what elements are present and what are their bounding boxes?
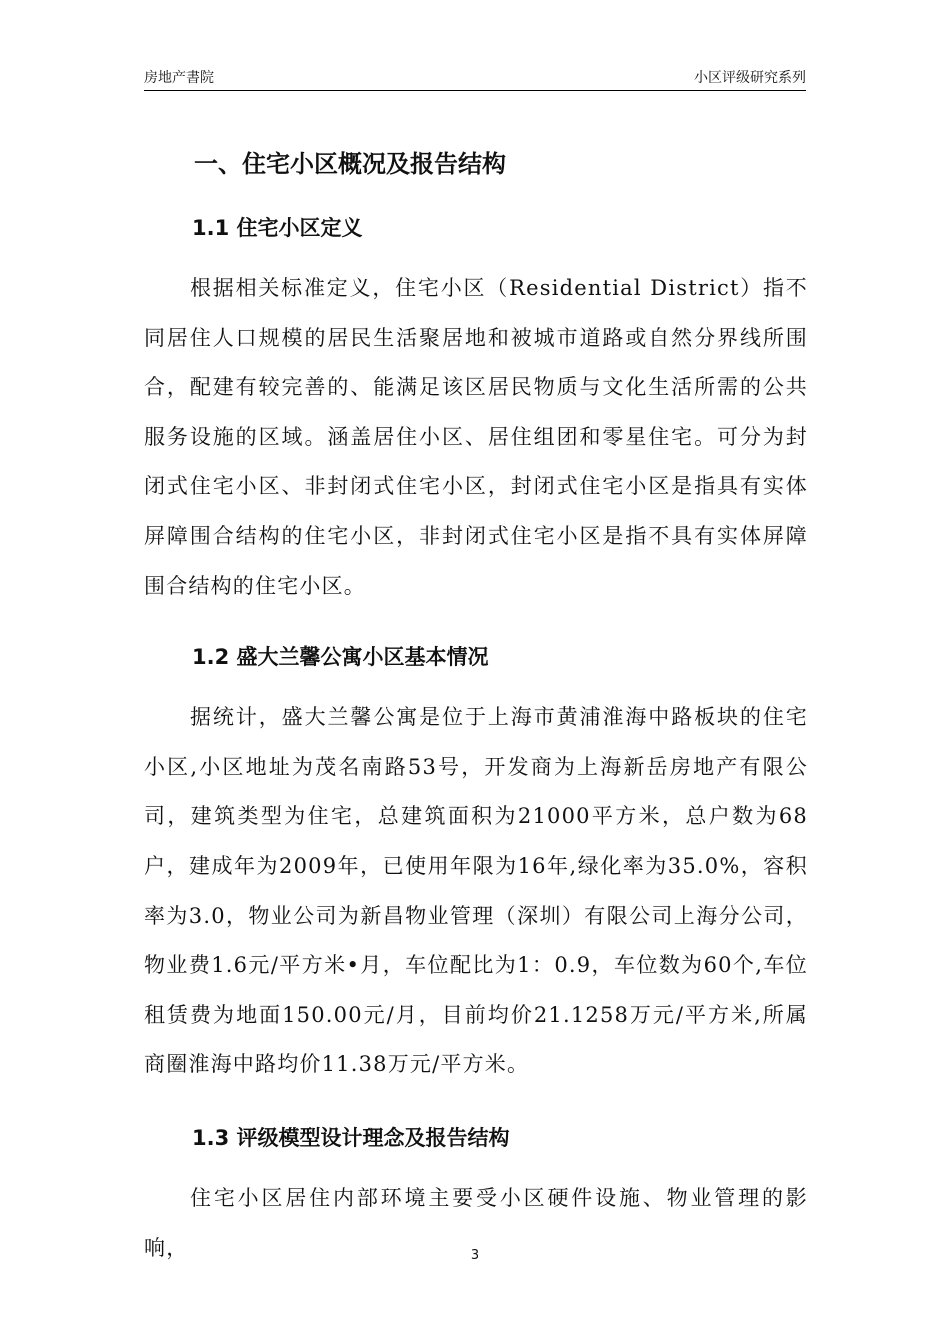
paragraph-model-design: 住宅小区居住内部环境主要受小区硬件设施、物业管理的影响， [144, 1185, 808, 1260]
page-number: 3 [470, 1248, 480, 1263]
paragraph-definition: 根据相关标准定义，住宅小区（Residential District）指不同居住人口规模的居民生活聚居地和被城市道路或自然分界线所围合，配建有较完善的、能满足该区居民物质与文化生活所需的公共服务设施的区域。涵盖居住小区、居住组团和零星住宅。可分为封闭式住宅小区、非封闭式住宅小区，封闭式住宅小区是指具有实体屏障围合结构的住宅小区，非封闭式住宅小区是指不具有实体屏障围合结构的住宅小区。 [144, 276, 808, 598]
paragraph-basic-info: 据统计，盛大兰馨公寓是位于上海市黄浦淮海中路板块的住宅小区,小区地址为茂名南路53号，开发商为上海新岳房地产有限公司，建筑类型为住宅，总建筑面积为21000平方米，总户数为68户，建成年为2009年，已使用年限为16年,绿化率为35.0%，容积率为3.0，物业公司为新昌物业管理（深圳）有限公司上海分公司，物业费1.6元/平方米•月，车位配比为1：0.9，车位数为60个,车位租赁费为地面150.00元/月，目前均价21.1258万元/平方米,所属商圈淮海中路均价11.38万元/平方米。 [144, 705, 808, 1077]
page-content [144, 140, 808, 1273]
page-header [144, 64, 806, 91]
header-publisher: 房地产書院 [144, 70, 214, 86]
subsection-title-1-1: 1.1 住宅小区定义 [192, 216, 363, 240]
section-title: 一、住宅小区概况及报告结构 [194, 150, 506, 178]
subsection-title-1-3: 1.3 评级模型设计理念及报告结构 [192, 1125, 510, 1150]
header-series-title: 小区评级研究系列 [694, 70, 806, 86]
subsection-title-1-2: 1.2 盛大兰馨公寓小区基本情况 [192, 645, 489, 670]
